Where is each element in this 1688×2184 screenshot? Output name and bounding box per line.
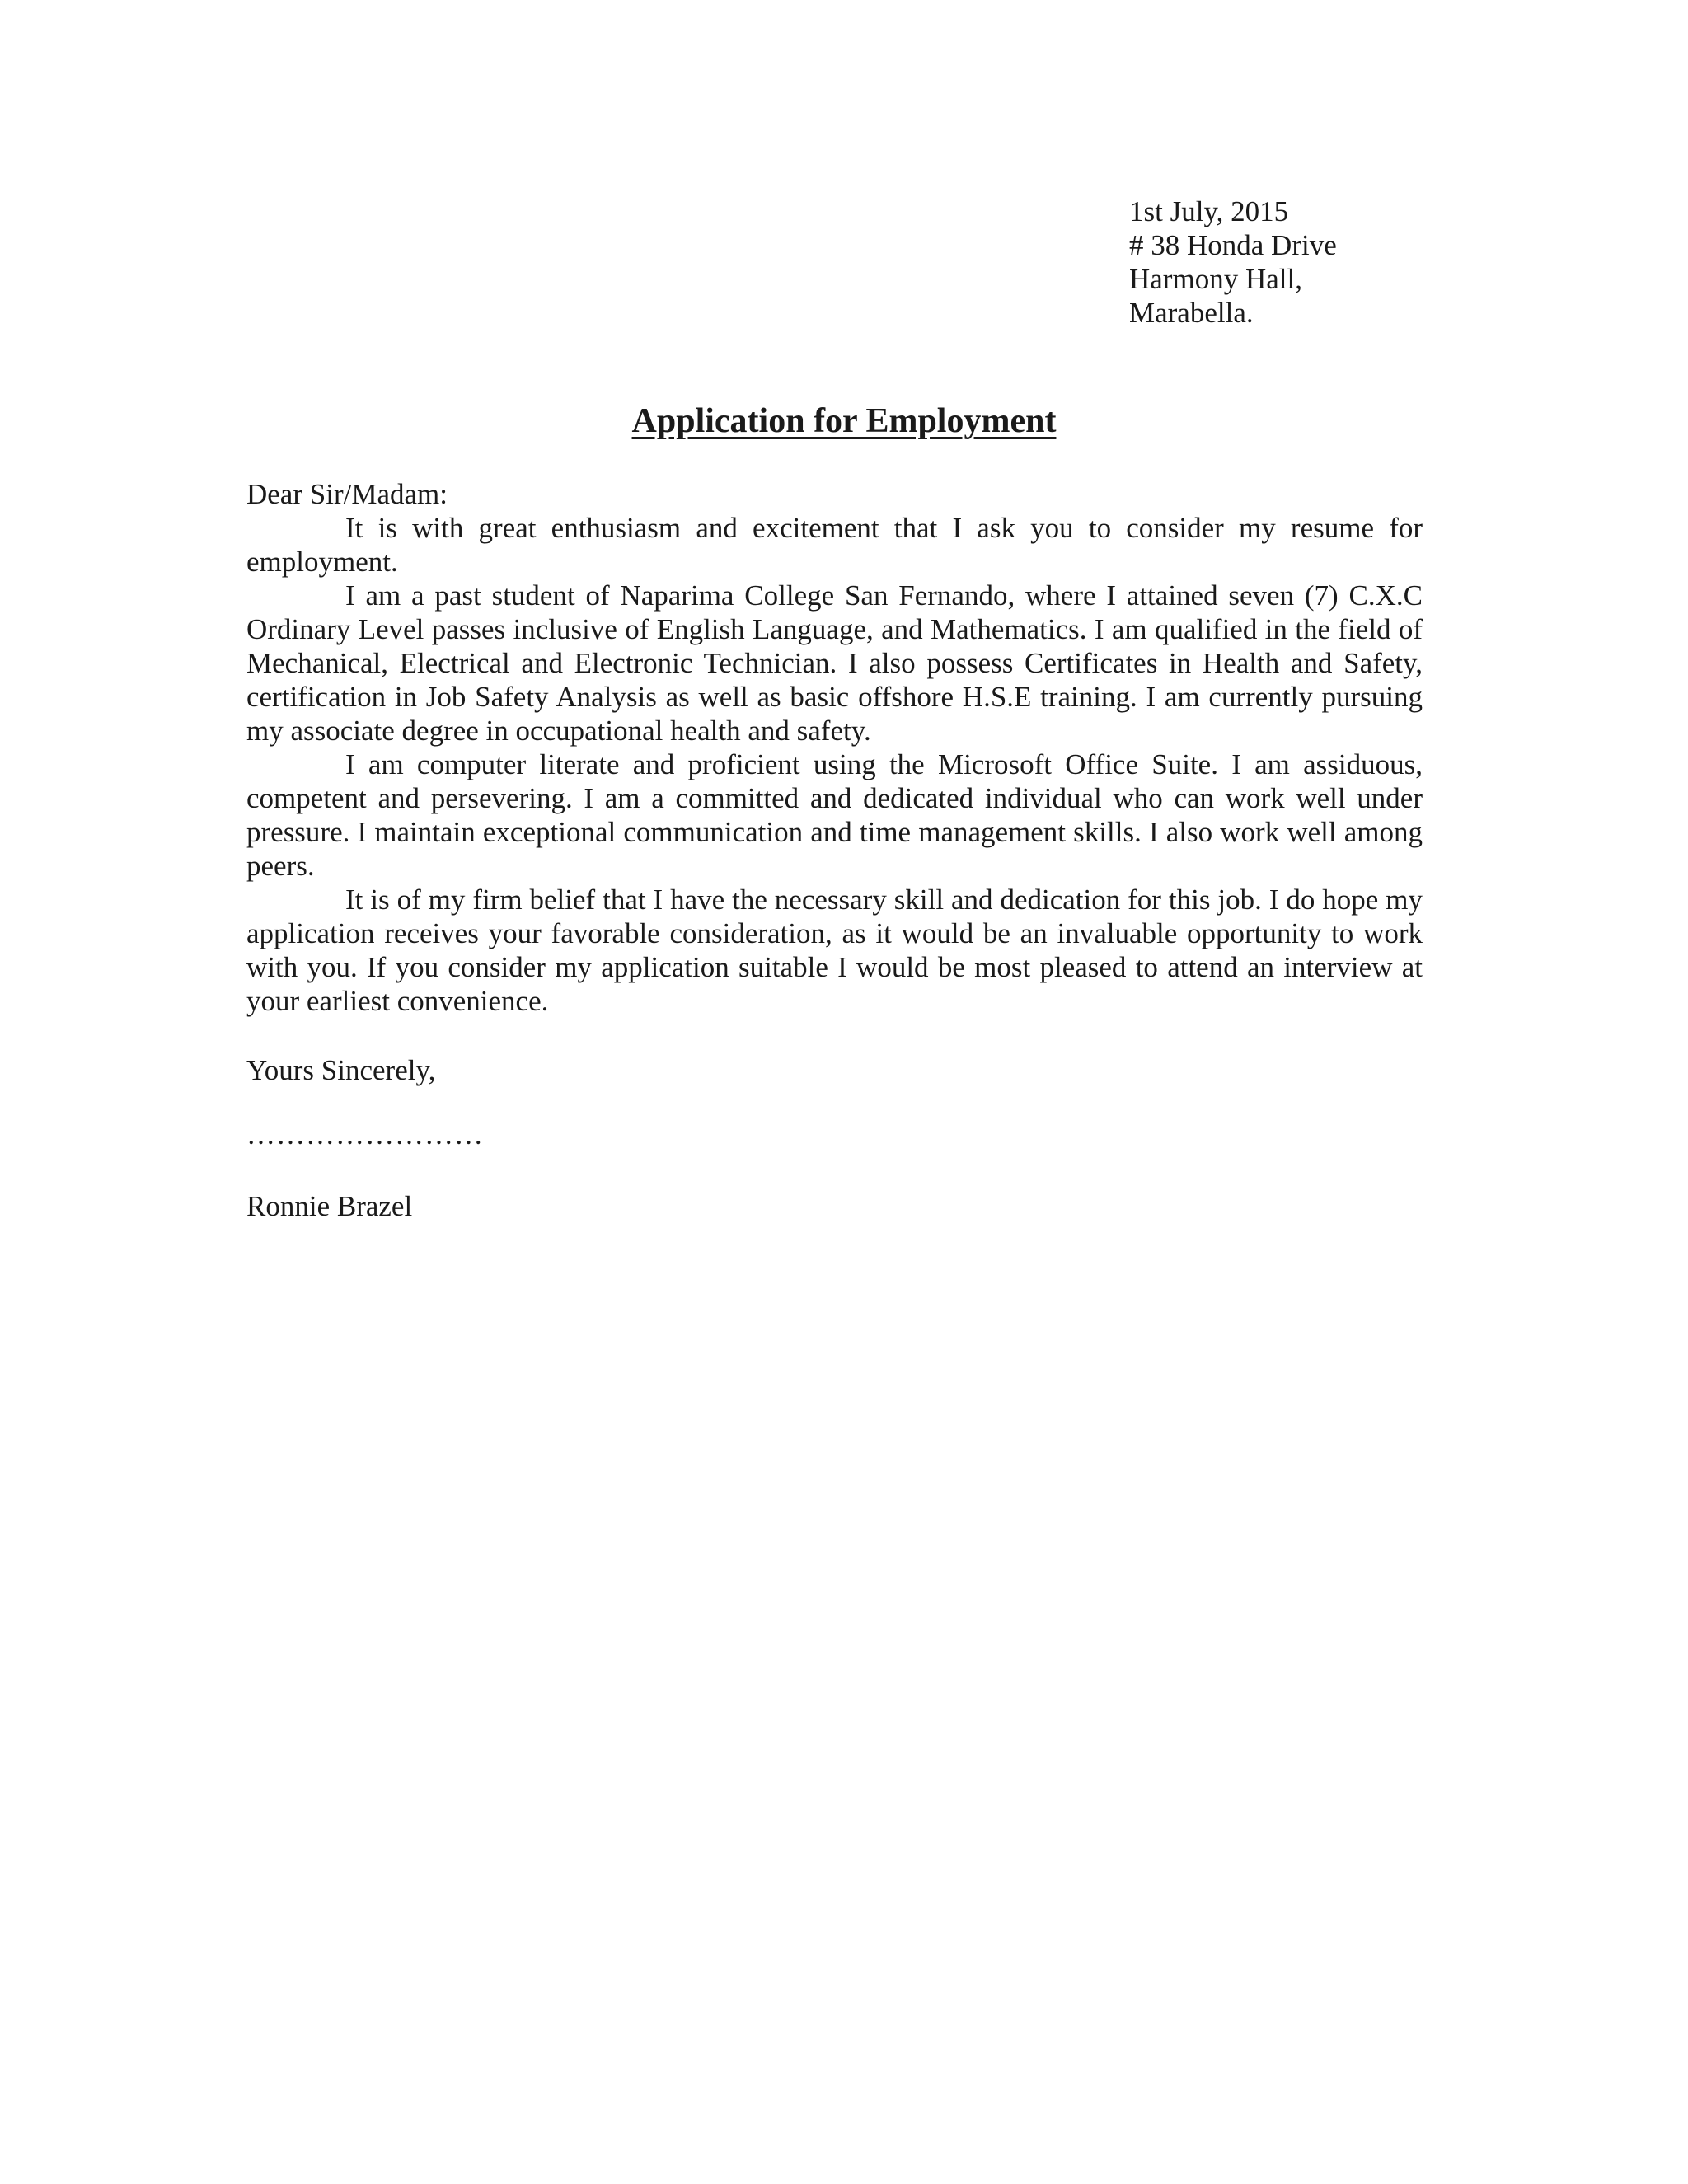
signer-name: Ronnie Brazel <box>246 1190 413 1222</box>
paragraph-conclusion: It is of my firm belief that I have the necessary skill and dedication for this job. I do hope my application receives your favorable consideration, as it would be an invaluable opportunity to work with you. If you consider my application suitable I would be most pleased to attend an interview at your earliest convenience. <box>246 883 1423 1017</box>
signature-line: …………………… <box>246 1118 484 1151</box>
salutation: Dear Sir/Madam: <box>246 478 448 510</box>
paragraph-skills: I am computer literate and proficient using the Microsoft Office Suite. I am assiduous, competent and persevering. I am a committed and dedicated individual who can work well under pressure. I maintain exceptional communication and time management skills. I also work well among peers. <box>246 748 1423 882</box>
letter-body <box>246 477 1423 1018</box>
letter-title: Application for Employment <box>631 402 1057 440</box>
letter-date: 1st July, 2015 <box>1129 195 1289 227</box>
address-area: Harmony Hall, <box>1129 263 1302 295</box>
address-street: # 38 Honda Drive <box>1129 229 1337 261</box>
paragraph-intro: It is with great enthusiasm and excitement that I ask you to consider my resume for employment. <box>246 512 1423 578</box>
closing-phrase: Yours Sincerely, <box>246 1054 436 1086</box>
sender-address-block <box>1129 194 1337 330</box>
address-town: Marabella. <box>1129 297 1254 329</box>
paragraph-education: I am a past student of Naparima College San Fernando, where I attained seven (7) C.X.C Ordinary Level passes inclusive of English Language, and Mathematics. I am qualified in the field of Mechanical, Electrical and Electronic Technician. I also possess Certificates in Health and Safety, certification in Job Safety Analysis as well as basic offshore H.S.E training. I am currently pursuing my associate degree in occupational health and safety. <box>246 579 1423 747</box>
